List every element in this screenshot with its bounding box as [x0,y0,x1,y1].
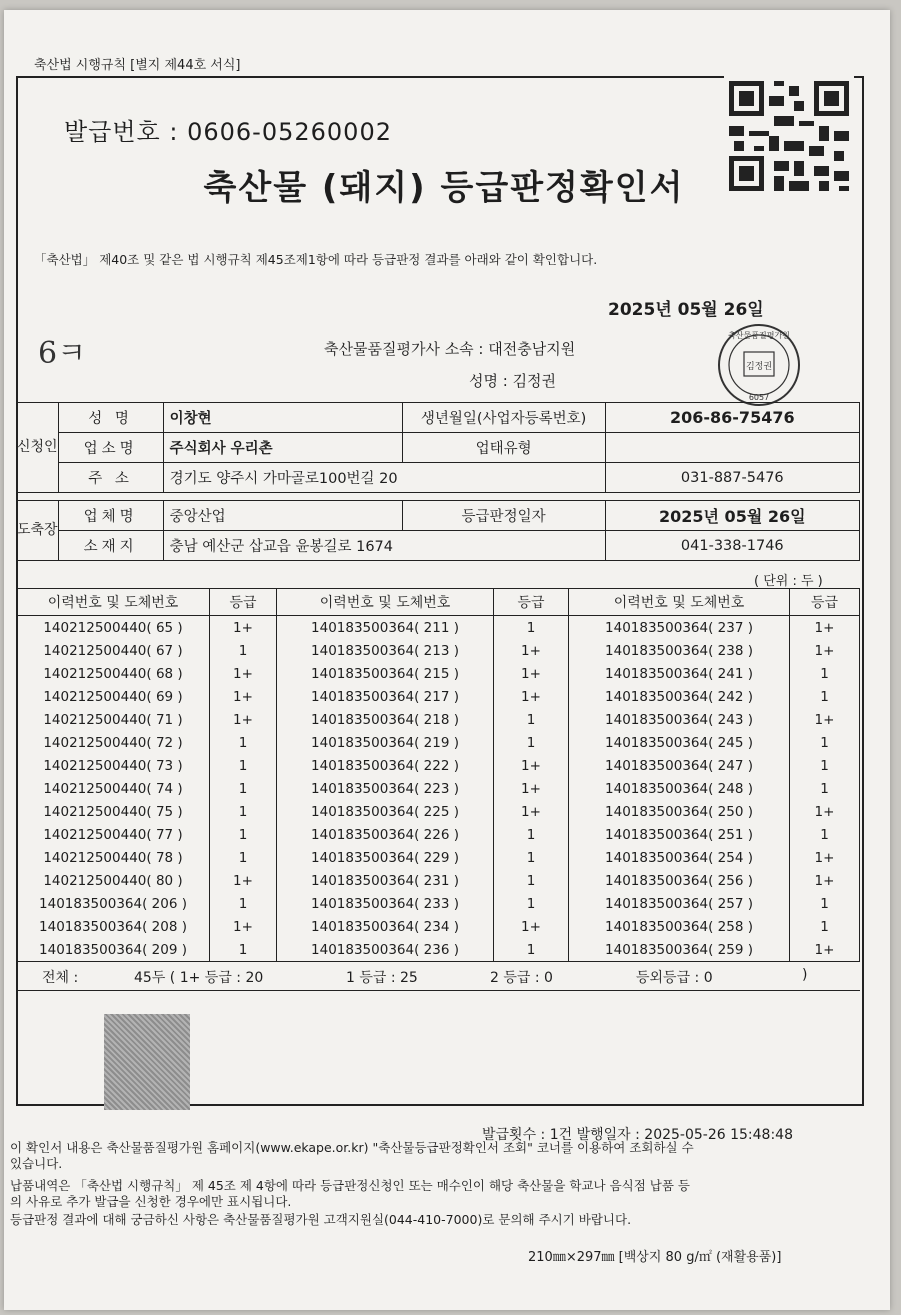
record-grade-cell: 1+ [790,800,860,823]
record-id-cell: 140183500364( 236 ) [277,938,494,962]
certificate-paper [4,10,890,1310]
record-grade-cell: 1 [790,777,860,800]
seal-center-text: 김정권 [745,362,773,372]
footer-note-4: 의 사유로 추가 발급을 신청한 경우에만 표시됩니다. [10,1194,292,1209]
record-id-cell: 140212500440( 75 ) [17,800,210,823]
record-grade-cell: 1+ [790,708,860,731]
record-grade-cell: 1+ [790,616,860,640]
col-id-3: 이력번호 및 도체번호 [569,589,790,616]
record-id-cell: 140183500364( 257 ) [569,892,790,915]
legal-statement: 「축산법」 제40조 및 같은 법 시행규칙 제45조제1항에 따라 등급판정 결과를 아래와 같이 확인합니다. [34,252,598,267]
slaughter-side-label: 도축장 [17,501,59,561]
record-id-cell: 140212500440( 71 ) [17,708,210,731]
record-id-cell: 140183500364( 213 ) [277,639,494,662]
record-id-cell: 140183500364( 223 ) [277,777,494,800]
biz-type-value [605,433,859,463]
record-id-cell: 140212500440( 78 ) [17,846,210,869]
birth-value: 206-86-75476 [605,403,859,433]
record-grade-cell: 1+ [494,662,569,685]
record-id-cell: 140183500364( 234 ) [277,915,494,938]
record-grade-cell: 1+ [494,915,569,938]
record-grade-cell: 1 [494,823,569,846]
hologram-stamp [104,1014,190,1110]
record-id-cell: 140183500364( 225 ) [277,800,494,823]
issue-count: 발급횟수 : 1건 발행일자 : 2025-05-26 15:48:48 [482,1127,793,1143]
footer-note-5: 등급판정 결과에 대해 궁금하신 사항은 축산물품질평가원 고객지원실(044-410-7000)로 문의해 주시기 바랍니다. [10,1212,632,1227]
issue-number-value: 0606-05260002 [187,118,392,146]
record-id-cell: 140183500364( 242 ) [569,685,790,708]
slaughter-name-label: 업체명 [58,501,163,531]
record-id-cell: 140212500440( 67 ) [17,639,210,662]
table-row [17,662,860,685]
table-row [17,708,860,731]
record-id-cell: 140183500364( 233 ) [277,892,494,915]
table-row [17,869,860,892]
record-id-cell: 140212500440( 68 ) [17,662,210,685]
summary-grade-1: 1 등급 : 25 [346,970,418,986]
records-body [17,616,860,962]
record-id-cell: 140183500364( 238 ) [569,639,790,662]
record-id-cell: 140212500440( 73 ) [17,754,210,777]
record-grade-cell: 1+ [494,639,569,662]
record-id-cell: 140183500364( 247 ) [569,754,790,777]
record-grade-cell: 1 [790,754,860,777]
name-label: 성 명 [58,403,163,433]
col-id-1: 이력번호 및 도체번호 [17,589,210,616]
record-grade-cell: 1+ [210,708,277,731]
record-grade-cell: 1+ [790,639,860,662]
location-label: 소재지 [58,531,163,561]
record-id-cell: 140183500364( 218 ) [277,708,494,731]
record-grade-cell: 1+ [494,777,569,800]
record-grade-cell: 1 [494,938,569,962]
record-grade-cell: 1 [210,731,277,754]
record-grade-cell: 1+ [494,754,569,777]
record-id-cell: 140183500364( 256 ) [569,869,790,892]
record-grade-cell: 1 [494,892,569,915]
record-id-cell: 140212500440( 80 ) [17,869,210,892]
record-grade-cell: 1+ [210,616,277,640]
record-grade-cell: 1 [790,892,860,915]
seal-number: 6057 [748,393,770,402]
record-grade-cell: 1 [210,777,277,800]
record-grade-cell: 1 [210,938,277,962]
record-grade-cell: 1+ [790,938,860,962]
table-row [17,754,860,777]
page-title: 축산물 (돼지) 등급판정확인서 [203,168,685,208]
record-id-cell: 140183500364( 222 ) [277,754,494,777]
summary-close: ) [802,967,808,983]
unit-label: ( 단위 : 두 ) [754,574,823,589]
summary-grade-2: 2 등급 : 0 [490,970,553,986]
record-grade-cell: 1 [210,823,277,846]
record-id-cell: 140212500440( 72 ) [17,731,210,754]
record-grade-cell: 1 [210,892,277,915]
record-grade-cell: 1 [210,639,277,662]
seal-text: 축산물품질평가원 [728,331,790,340]
applicant-side-label: 신청인 [17,403,59,493]
record-id-cell: 140183500364( 226 ) [277,823,494,846]
record-id-cell: 140183500364( 231 ) [277,869,494,892]
issue-date: 2025년 05월 26일 [608,300,764,320]
record-grade-cell: 1+ [210,915,277,938]
table-row [17,616,860,640]
record-id-cell: 140183500364( 250 ) [569,800,790,823]
record-id-cell: 140183500364( 241 ) [569,662,790,685]
footer-note-2: 있습니다. [10,1156,63,1171]
table-row [17,777,860,800]
record-grade-cell: 1+ [790,869,860,892]
table-row [17,823,860,846]
form-code: 축산법 시행규칙 [별지 제44호 서식] [34,58,241,73]
applicant-phone: 031-887-5476 [605,463,859,493]
issue-number-label: 발급번호 : [64,118,179,146]
table-row [17,731,860,754]
official-seal-icon [716,322,802,408]
record-id-cell: 140212500440( 77 ) [17,823,210,846]
issue-number [64,112,392,147]
handwritten-note: 6ㅋ [38,336,87,371]
grader-affiliation: 축산물품질평가사 소속 : 대전충남지원 [324,340,576,358]
record-id-cell: 140183500364( 229 ) [277,846,494,869]
col-grade-1: 등급 [210,589,277,616]
grading-date-label: 등급판정일자 [402,501,605,531]
record-id-cell: 140183500364( 206 ) [17,892,210,915]
record-grade-cell: 1 [210,846,277,869]
record-id-cell: 140183500364( 251 ) [569,823,790,846]
table-row [17,892,860,915]
grader-name: 성명 : 김정권 [469,372,557,390]
biz-value: 주식회사 우리촌 [163,433,402,463]
col-grade-2: 등급 [494,589,569,616]
record-grade-cell: 1+ [790,846,860,869]
summary-out-grade: 등외등급 : 0 [636,970,713,986]
summary-total-label: 전체 : [42,970,79,986]
record-id-cell: 140212500440( 65 ) [17,616,210,640]
record-id-cell: 140183500364( 209 ) [17,938,210,962]
applicant-table [16,402,860,493]
paper-spec: 210㎜×297㎜ [백상지 80 g/㎡ (재활용품)] [528,1250,782,1265]
record-grade-cell: 1 [494,708,569,731]
location-value: 충남 예산군 삽교읍 윤봉길로 1674 [163,531,605,561]
table-row [17,800,860,823]
record-id-cell: 140183500364( 237 ) [569,616,790,640]
table-row [17,915,860,938]
record-id-cell: 140183500364( 215 ) [277,662,494,685]
slaughter-name: 중앙산업 [163,501,402,531]
addr-label: 주 소 [58,463,163,493]
table-row [17,846,860,869]
record-grade-cell: 1 [494,869,569,892]
table-row [17,685,860,708]
record-grade-cell: 1 [494,731,569,754]
record-grade-cell: 1+ [494,800,569,823]
record-grade-cell: 1 [494,616,569,640]
summary-total: 45두 ( 1+ 등급 : 20 [134,970,264,986]
record-grade-cell: 1+ [210,662,277,685]
col-id-2: 이력번호 및 도체번호 [277,589,494,616]
record-id-cell: 140183500364( 243 ) [569,708,790,731]
slaughter-phone: 041-338-1746 [605,531,859,561]
table-row [17,938,860,962]
slaughterhouse-table [16,500,860,561]
applicant-name: 이창현 [163,403,402,433]
record-grade-cell: 1 [210,754,277,777]
record-id-cell: 140183500364( 248 ) [569,777,790,800]
summary-row [16,960,860,991]
record-id-cell: 140183500364( 254 ) [569,846,790,869]
footer-note-3: 납품내역은 「축산법 시행규칙」 제 45조 제 4항에 따라 등급판정신청인 또는 매수인이 해당 축산물을 학교나 음식점 납품 등 [10,1178,690,1193]
record-grade-cell: 1 [210,800,277,823]
record-grade-cell: 1 [790,731,860,754]
record-id-cell: 140183500364( 259 ) [569,938,790,962]
record-id-cell: 140183500364( 211 ) [277,616,494,640]
record-grade-cell: 1 [494,846,569,869]
record-id-cell: 140183500364( 245 ) [569,731,790,754]
record-id-cell: 140183500364( 258 ) [569,915,790,938]
record-grade-cell: 1 [790,662,860,685]
grading-date: 2025년 05월 26일 [605,501,859,531]
record-grade-cell: 1+ [210,685,277,708]
table-row [17,639,860,662]
record-grade-cell: 1 [790,823,860,846]
birth-label: 생년월일(사업자등록번호) [402,403,605,433]
records-header-row [17,589,860,616]
addr-value: 경기도 양주시 가마골로100번길 20 [163,463,605,493]
records-table [16,588,860,962]
col-grade-3: 등급 [790,589,860,616]
record-grade-cell: 1 [790,685,860,708]
record-grade-cell: 1+ [210,869,277,892]
record-grade-cell: 1 [790,915,860,938]
biz-type-label: 업태유형 [402,433,605,463]
record-id-cell: 140183500364( 217 ) [277,685,494,708]
record-id-cell: 140212500440( 74 ) [17,777,210,800]
record-id-cell: 140212500440( 69 ) [17,685,210,708]
record-id-cell: 140183500364( 208 ) [17,915,210,938]
record-grade-cell: 1+ [494,685,569,708]
footer-note-1: 이 확인서 내용은 축산물품질평가원 홈페이지(www.ekape.or.kr) "축산물등급판정확인서 조회" 코너를 이용하여 조회하실 수 [10,1140,694,1155]
biz-label: 업소명 [58,433,163,463]
record-id-cell: 140183500364( 219 ) [277,731,494,754]
